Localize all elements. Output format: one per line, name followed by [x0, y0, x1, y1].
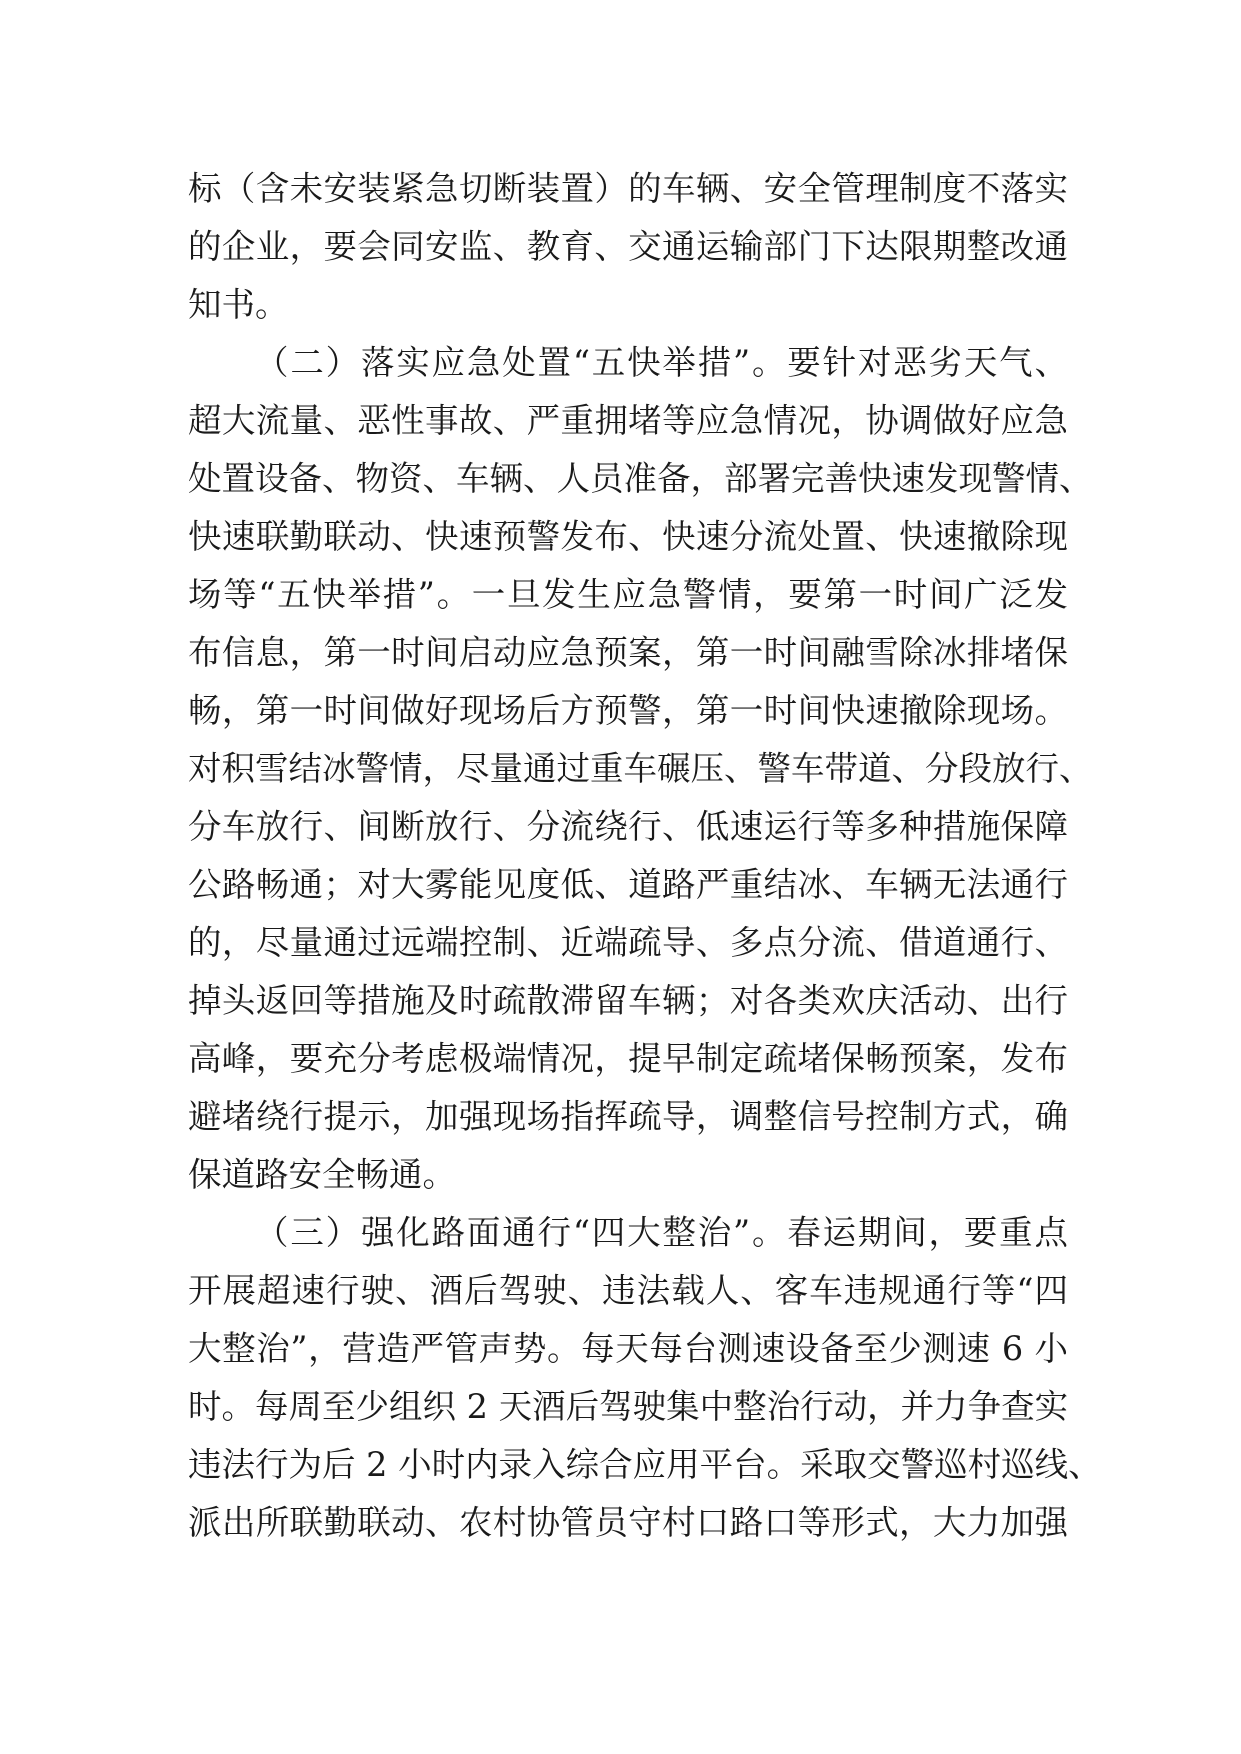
paragraph-2-line-2: 超大流量、恶性事故、严重拥堵等应急情况，协调做好应急: [188, 401, 1068, 440]
paragraph-1-line-2: 的企业，要会同安监、教育、交通运输部门下达限期整改通: [188, 227, 1068, 266]
paragraph-2-line-10: 公路畅通；对大雾能见度低、道路严重结冰、车辆无法通行: [188, 865, 1068, 904]
paragraph-3-line-3: 大整治”，营造严管声势。每天每台测速设备至少测速 6 小: [188, 1329, 1068, 1368]
paragraph-3-line-2: 开展超速行驶、酒后驾驶、违法载人、客车违规通行等“四: [188, 1271, 1068, 1310]
paragraph-2-line-6: 布信息，第一时间启动应急预案，第一时间融雪除冰排堵保: [188, 633, 1068, 672]
paragraph-2-line-15: 保道路安全畅通。: [188, 1155, 456, 1194]
paragraph-3-line-1: （三）强化路面通行“四大整治”。春运期间，要重点: [255, 1213, 1068, 1252]
paragraph-3-line-6: 派出所联勤联动、农村协管员守村口路口等形式，大力加强: [188, 1503, 1068, 1542]
paragraph-2-line-12: 掉头返回等措施及时疏散滞留车辆；对各类欢庆活动、出行: [188, 981, 1068, 1020]
paragraph-2-line-9: 分车放行、间断放行、分流绕行、低速运行等多种措施保障: [188, 807, 1068, 846]
paragraph-2-line-1: （二）落实应急处置“五快举措”。要针对恶劣天气、: [255, 343, 1068, 382]
paragraph-2-line-11: 的，尽量通过远端控制、近端疏导、多点分流、借道通行、: [188, 923, 1068, 962]
paragraph-2-line-14: 避堵绕行提示，加强现场指挥疏导，调整信号控制方式，确: [188, 1097, 1068, 1136]
paragraph-1-line-1: 标（含未安装紧急切断装置）的车辆、安全管理制度不落实: [188, 169, 1068, 208]
paragraph-3-line-5: 违法行为后 2 小时内录入综合应用平台。采取交警巡村巡线、: [188, 1445, 1102, 1484]
paragraph-2-line-4: 快速联勤联动、快速预警发布、快速分流处置、快速撤除现: [188, 517, 1068, 556]
paragraph-3-line-4: 时。每周至少组织 2 天酒后驾驶集中整治行动，并力争查实: [188, 1387, 1069, 1426]
paragraph-2-line-8: 对积雪结冰警情，尽量通过重车碾压、警车带道、分段放行、: [188, 749, 1093, 788]
paragraph-2-line-3: 处置设备、物资、车辆、人员准备，部署完善快速发现警情、: [188, 459, 1093, 498]
paragraph-1-line-3: 知书。: [188, 285, 289, 324]
paragraph-2-line-13: 高峰，要充分考虑极端情况，提早制定疏堵保畅预案，发布: [188, 1039, 1068, 1078]
paragraph-2-line-7: 畅，第一时间做好现场后方预警，第一时间快速撤除现场。: [188, 691, 1068, 730]
document-body: [188, 160, 1102, 1552]
paragraph-2-line-5: 场等“五快举措”。一旦发生应急警情，要第一时间广泛发: [188, 575, 1068, 614]
